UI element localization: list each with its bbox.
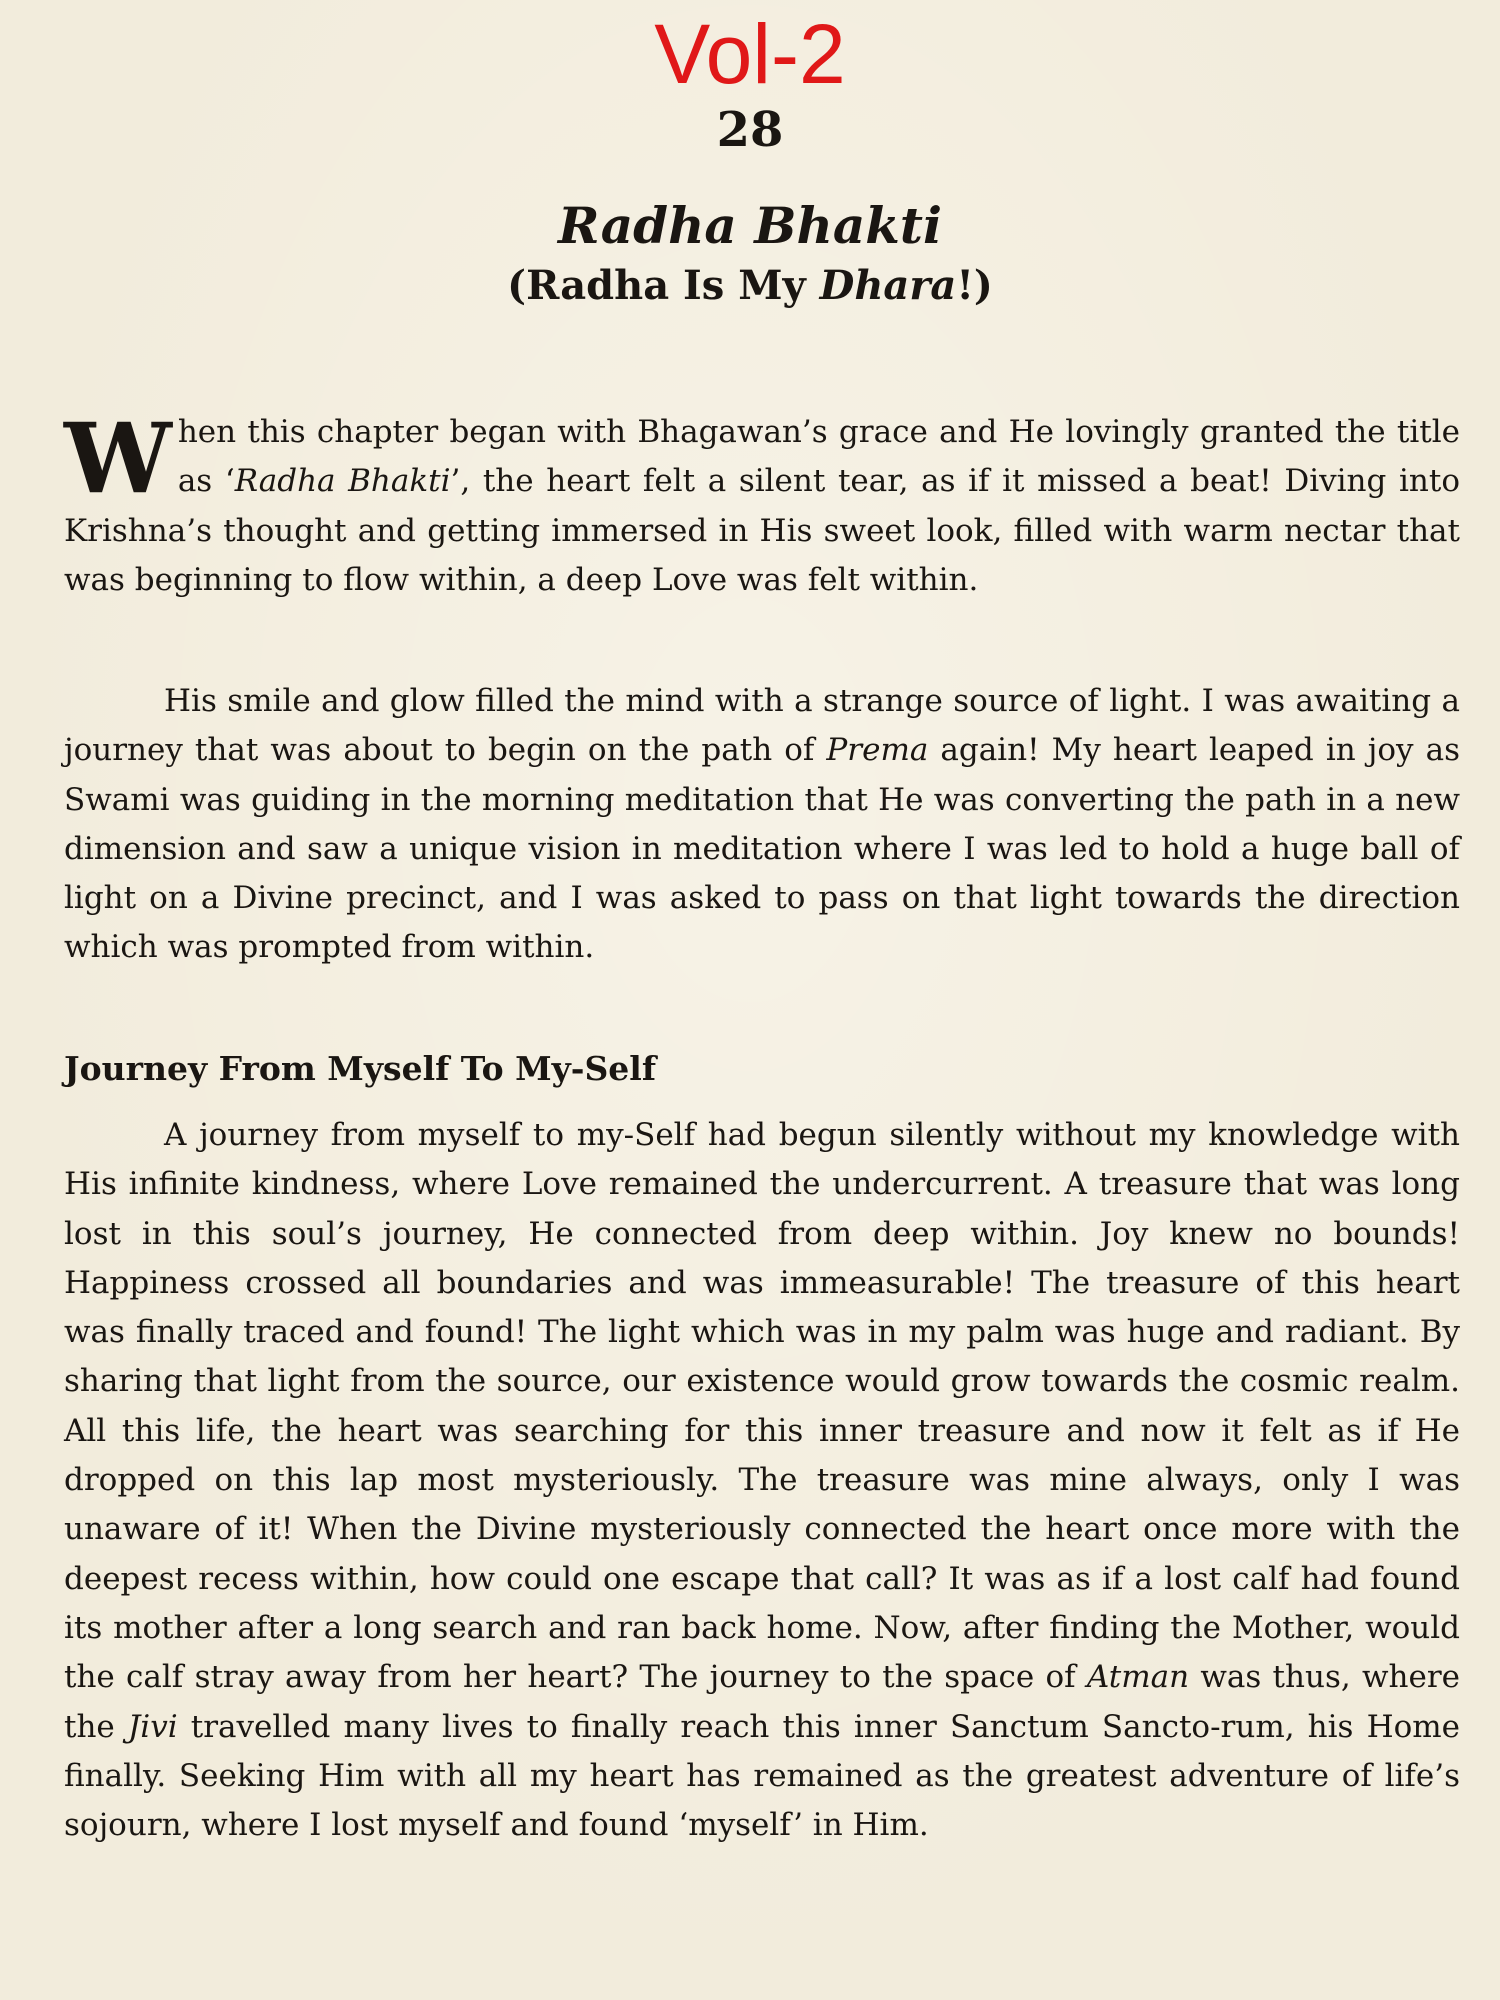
volume-label: Vol-2 [654, 7, 846, 101]
drop-cap: W [64, 402, 172, 515]
paragraph-emphasis: Radha Bhakti [234, 463, 451, 500]
paragraph-text: hen this chapter began with Bhagawan’s grace and He lovingly granted the title as ‘ [177, 414, 1460, 500]
paragraph-journey [64, 1111, 1460, 1850]
paragraph-emphasis: Atman [1086, 1659, 1190, 1696]
paragraph-text: ’, the heart felt a silent tear, as if it missed a beat! Diving into Krishna’s thought and getting immersed in His sweet look, filled with warm nectar that was beginning to flow within, a deep Love was felt within. [64, 463, 1460, 598]
paragraph-second [64, 677, 1460, 973]
paragraph-text: again! My heart leaped in joy as Swami was guiding in the morning meditation that He was converting the path in a new dimension and saw a unique vision in meditation where I was led to hold a huge ball of light on a Divine precinct, and I was asked to pass on that light towards the direction which was prompted from within. [64, 732, 1460, 966]
chapter-number: 28 [716, 102, 784, 158]
subtitle-post: !) [956, 262, 993, 309]
subtitle-pre: (Radha Is My [507, 262, 820, 309]
chapter-title: Radha Bhakti [558, 196, 942, 255]
paragraph-text: His smile and glow filled the mind with a strange source of light. I was awaiting a journey that was about to begin on the path of [64, 683, 1460, 769]
paragraph-text: A journey from myself to my-Self had begun silently without my knowledge with His infinite kindness, where Love remained the undercurrent. A treasure that was long lost in this soul’s journey, He connected from deep within. Joy knew no bounds! Happiness crossed all boundaries and was immeasurable! The treasure of this heart was finally traced and found! The light which was in my palm was huge and radiant. By sharing that light from the source, our existence would grow towards the cosmic realm. All this life, the heart was searching for this inner treasure and now it felt as if He dropped on this lap most mysteriously. The treasure was mine always, only I was unaware of it! When the Divine mysteriously connected the heart once more with the deepest recess within, how could one escape that call? It was as if a lost calf had found its mother after a long search and ran back home. Now, after finding the Mother, would the calf stray away from her heart? The journey to the space of [64, 1117, 1460, 1696]
paragraph-text: travelled many lives to finally reach this inner Sanctum Sancto-rum, his Home finally. Seeking Him with all my heart has remained as the greatest adventure of life’s sojourn, where I lost myself and found ‘myself’ in Him. [64, 1708, 1461, 1844]
paragraph-opening [64, 402, 1460, 605]
paragraph-text: was thus, where the [64, 1659, 1460, 1745]
subtitle-emphasis: Dhara [819, 262, 957, 309]
paragraph-emphasis: Jivi [127, 1708, 178, 1745]
section-heading: Journey From Myself To My-Self [64, 1049, 657, 1088]
paragraph-emphasis: Prema [826, 732, 929, 769]
chapter-subtitle [0, 258, 1500, 314]
